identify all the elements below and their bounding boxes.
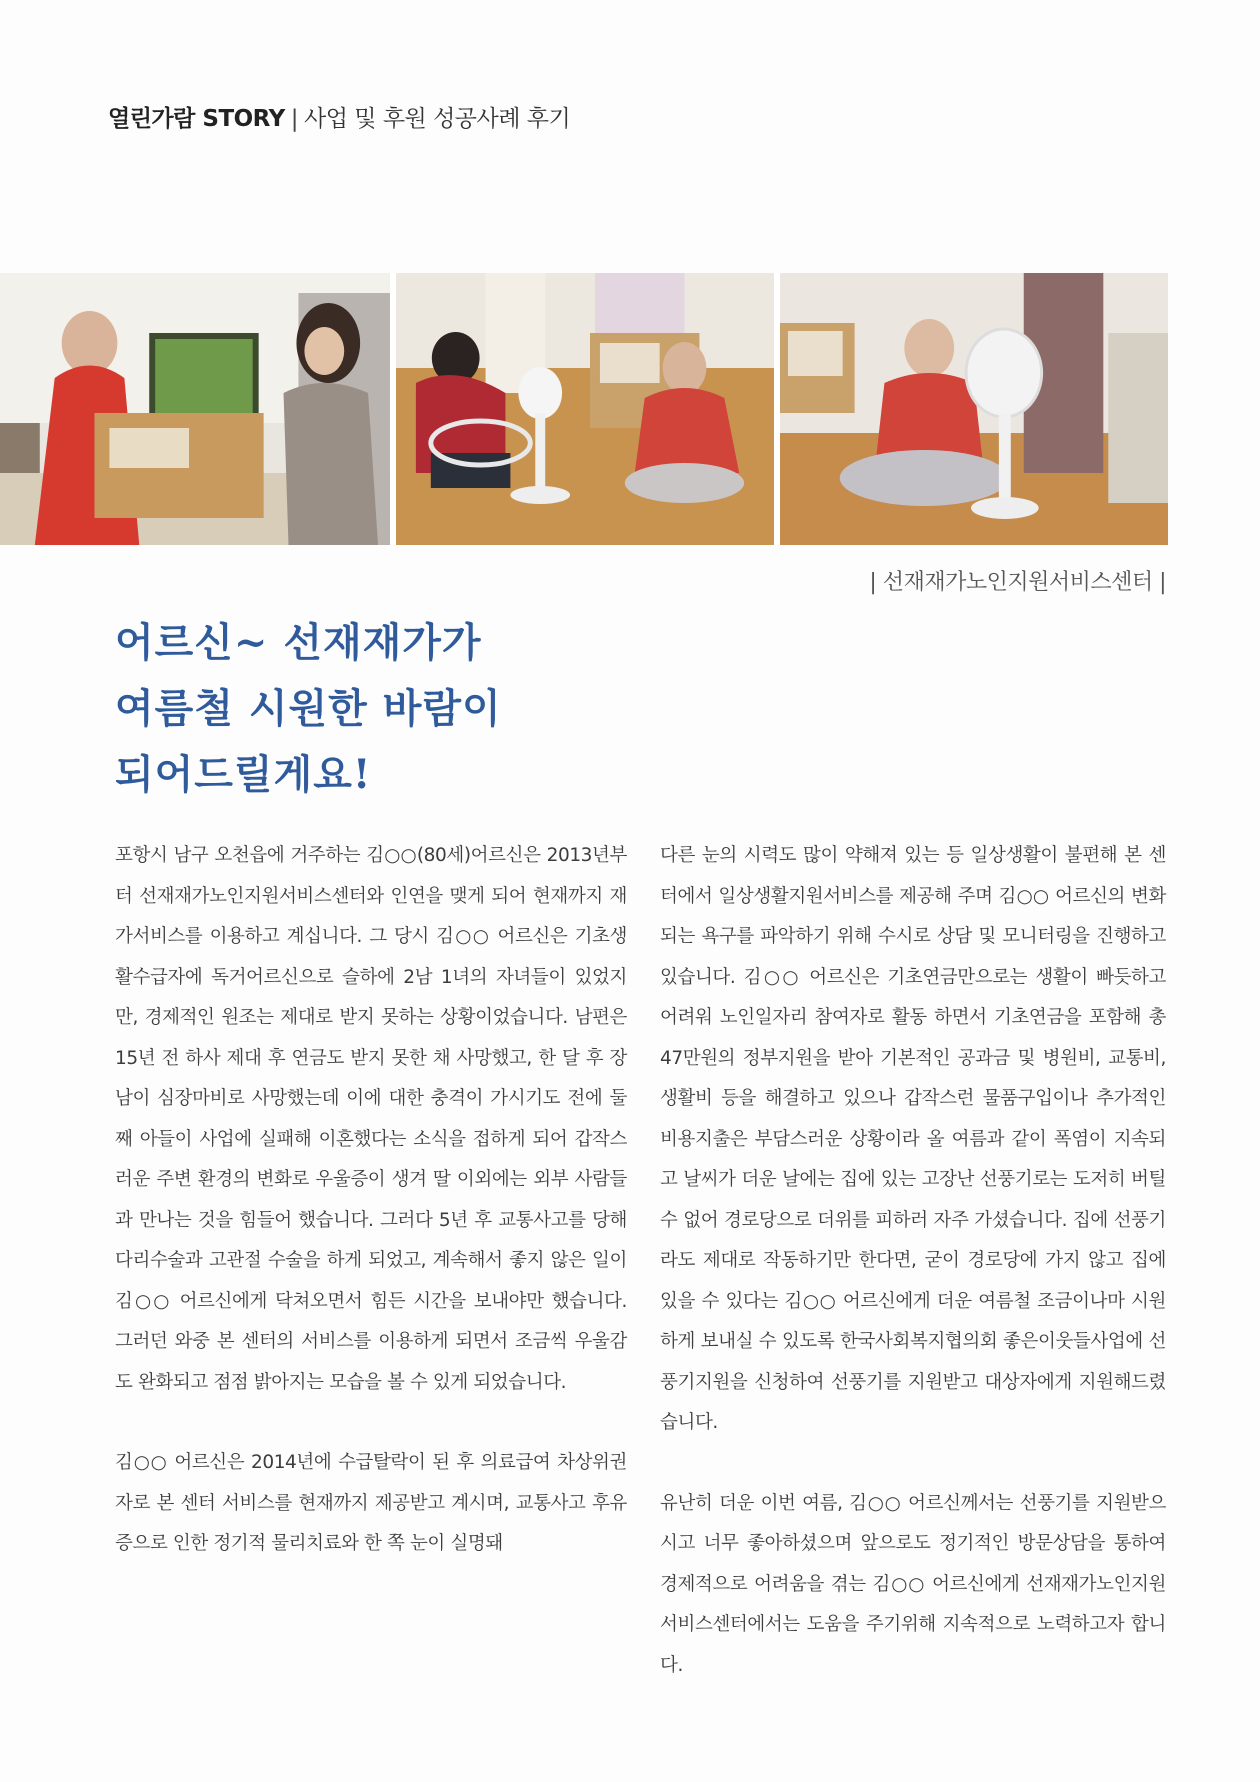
photo-fan-delivery bbox=[0, 273, 390, 545]
headline-line-1: 어르신~ 선재재가가 bbox=[115, 619, 482, 666]
photo-strip bbox=[0, 273, 1168, 545]
section-brand: 열린가람 STORY bbox=[108, 106, 285, 132]
body-paragraph: 포항시 남구 오천읍에 거주하는 김○○(80세)어르신은 2013년부터 선재재가노인지원서비스센터와 인연을 맺게 되어 현재까지 재가서비스를 이용하고 계십니다. 그 당시 김○○ 어르신은 기초생활수급자에 독거어르신으로 슬하에 2남 1녀의 자녀들이 있었지만, 경제적인 원조는 제대로 받지 못하는 상황이었습니다. 남편은 15년 전 하사 제대 후 연금도 받지 못한 채 사망했고, 한 달 후 장남이 심장마비로 사망했는데 이에 대한 충격이 가시기도 전에 둘째 아들이 사업에 실패해 이혼했다는 소식을 접하게 되어 갑작스러운 주변 환경의 변화로 우울증이 생겨 딸 이외에는 외부 사람들과 만나는 것을 힘들어 했습니다. 그러다 5년 후 교통사고를 당해 다리수술과 고관절 수술을 하게 되었고, 계속해서 좋지 않은 일이 김○○ 어르신에게 닥쳐오면서 힘든 시간을 보내야만 했습니다. 그러던 와중 본 센터의 서비스를 이용하게 되면서 조금씩 우울감도 완화되고 점점 밝아지는 모습을 볼 수 있게 되었습니다. bbox=[115, 845, 627, 1393]
body-paragraph: 다른 눈의 시력도 많이 약해져 있는 등 일상생활이 불편해 본 센터에서 일상생활지원서비스를 제공해 주며 김○○ 어르신의 변화되는 욕구를 파악하기 위해 수시로 상담 및 모니터링을 진행하고 있습니다. 김○○ 어르신은 기초연금만으로는 생활이 빠듯하고 어려워 노인일자리 참여자로 활동 하면서 기초연금을 포함해 총 47만원의 정부지원을 받아 기본적인 공과금 및 병원비, 교통비, 생활비 등을 해결하고 있으나 갑작스런 물품구입이나 추가적인 비용지출은 부담스러운 상황이라 올 여름과 같이 폭염이 지속되고 날씨가 더운 날에는 집에 있는 고장난 선풍기로는 도저히 버틸 수 없어 경로당으로 더위를 피하러 자주 가셨습니다. 집에 선풍기라도 제대로 작동하기만 한다면, 굳이 경로당에 가지 않고 집에 있을 수 있다는 김○○ 어르신에게 더운 여름철 조금이나마 시원하게 보내실 수 있도록 한국사회복지협의회 좋은이웃들사업에 선풍기지원을 신청하여 선풍기를 지원받고 대상자에게 지원해드렸습니다. bbox=[660, 845, 1166, 1433]
body-column-left bbox=[115, 836, 627, 1565]
body-paragraph: 김○○ 어르신은 2014년에 수급탈락이 된 후 의료급여 차상위권자로 본 센터 서비스를 현재까지 제공받고 계시며, 교통사고 후유증으로 인한 정기적 물리치료와 한 쪽 눈이 실명돼 bbox=[115, 1452, 627, 1554]
photo-fan-assembly bbox=[396, 273, 774, 545]
body-column-right bbox=[660, 836, 1166, 1686]
page-header bbox=[108, 100, 570, 133]
headline-line-3: 되어드릴게요! bbox=[115, 751, 372, 798]
body-paragraph: 유난히 더운 이번 여름, 김○○ 어르신께서는 선풍기를 지원받으시고 너무 좋아하셨으며 앞으로도 정기적인 방문상담을 통하여 경제적으로 어려움을 겪는 김○○ 어르신에게 선재재가노인지원서비스센터에서는 도움을 주기위해 지속적으로 노력하고자 합니다. bbox=[660, 1492, 1166, 1676]
photo-fan-installed bbox=[780, 273, 1168, 545]
headline-line-2: 여름철 시원한 바람이 bbox=[115, 685, 502, 732]
header-separator: | bbox=[290, 106, 299, 132]
section-subtitle: 사업 및 후원 성공사례 후기 bbox=[304, 106, 571, 132]
organization-label: | 선재재가노인지원서비스센터 | bbox=[869, 570, 1166, 595]
article-headline bbox=[115, 610, 755, 808]
